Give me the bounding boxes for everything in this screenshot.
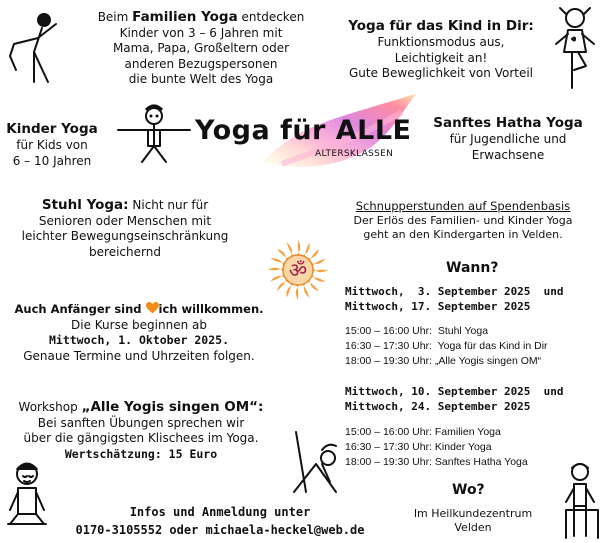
workshop-price: Wertschätzung: 15 Euro [64,446,218,461]
girl-tree-pose-icon [552,4,598,94]
stuhl-line-3: bereichernd [89,244,161,259]
block1-slot-1: 15:00 – 16:00 Uhr: Stuhl Yoga [345,325,489,337]
kind-in-dir-title: Yoga für das Kind in Dir: [348,18,534,34]
schnupper-line-2: geht an den Kindergarten in Velden. [363,228,563,241]
anfaenger-date: Mittwoch, 1. Oktober 2025. [48,333,229,347]
infos-line-1: Infos und Anmeldung unter [129,505,311,519]
main-title: Yoga für ALLE [195,115,412,146]
hatha-line-2: Erwachsene [471,147,545,162]
familien-yoga-title: Familien Yoga [132,9,238,25]
block2-date-2: Mittwoch, 24. September 2025 [345,400,531,413]
kinder-yoga-title: Kinder Yoga [6,121,98,137]
stuhl-yoga-title: Stuhl Yoga: [41,197,129,213]
wo-line-1: Im Heilkundezentrum [413,507,533,520]
sun-ray [296,240,300,255]
hatha-line-1: für Jugendliche und [449,132,567,146]
sun-ray [270,258,285,266]
sun-ray [287,242,295,257]
schnupper-block [332,199,594,242]
sun-ray [296,285,300,300]
block2-slot-1: 15:00 – 16:00 Uhr: Familien Yoga [345,426,501,438]
block1-date-1: Mittwoch, 3. September 2025 und [345,285,564,298]
kinder-line-2: 6 – 10 Jahren [12,153,92,168]
sun-ray [268,268,283,272]
heart-icon [146,302,159,314]
kid-meditating-icon [2,460,52,540]
stuhl-yoga-block: Stuhl Yoga: Nicht nur für Senioren oder Menschen mit leichter Bewegungseinschränkung bereichernd [0,198,250,260]
sun-ray [311,259,326,267]
wann-block2-dates [345,384,564,414]
kinder-yoga-block [0,120,104,169]
kind-line-2: Leichtigkeit an! [394,50,488,65]
familien-line-4: die bunte Welt des Yoga [128,72,274,86]
workshop-title: „Alle Yogis singen OM“: [81,399,264,415]
familien-line-2: Mama, Papa, Großeltern oder [112,41,290,55]
kind-line-1: Funktionsmodus aus, [377,35,505,49]
workshop-line-2: über die gängigsten Klischees im Yoga. [23,431,259,445]
main-subtitle: ALTERSKLASSEN [315,149,394,159]
sun-ray [270,274,285,282]
sun-ray [286,283,294,298]
sun-ray [302,283,310,298]
anfaenger-block: Auch Anfänger sind ich willkommen. Die Kurse beginnen ab Mittwoch, 1. Oktober 2025. Genaue Termine und Uhrzeiten folgen. [0,302,278,364]
workshop-line-1: Bei sanften Übungen sprechen wir [37,415,245,430]
block2-slot-3: 18:00 – 19:30 Uhr: Sanftes Hatha Yoga [345,456,528,468]
sun-ray [313,268,328,272]
block1-slot-2: 16:30 – 17:30 Uhr: Yoga für das Kind in Dir [345,340,548,352]
block2-slot-2: 16:30 – 17:30 Uhr: Kinder Yoga [345,441,492,453]
wann-block2-slots [345,425,528,470]
infos-block [40,503,400,539]
hatha-yoga-title: Sanftes Hatha Yoga [433,115,583,131]
kind-line-3: Gute Beweglichkeit von Vorteil [348,66,534,80]
familien-line-3: anderen Bezugspersonen [124,56,278,71]
stuhl-line-1: Senioren oder Menschen mit [38,213,212,228]
schnupper-title: Schnupperstunden auf Spendenbasis [355,199,571,213]
anfaenger-line-2: Die Kurse beginnen ab [71,317,207,332]
boy-arms-out-icon [114,104,194,164]
svg-text:ॐ: ॐ [288,258,308,282]
block1-slot-3: 18:00 – 19:30 Uhr: „Alle Yogis singen OM“ [345,355,542,367]
kind-in-dir-block [330,18,552,82]
girl-on-chair-icon [562,460,602,540]
sun-ray [311,274,326,282]
infos-line-2: 0170-3105552 oder michaela-heckel@web.de [75,523,365,537]
om-sun-icon [266,238,330,302]
workshop-block: Workshop „Alle Yogis singen OM“: Bei sanften Übungen sprechen wir über die gängigsten Klischees im Yoga. Wertschätzung: 15 Euro [0,400,282,462]
anfaenger-line-4: Genaue Termine und Uhrzeiten folgen. [23,348,255,363]
kinder-line-1: für Kids von [16,138,88,152]
hatha-yoga-block [410,114,603,163]
familien-line-1: Kinder von 3 – 6 Jahren mit [119,25,283,40]
sun-ray [302,242,310,257]
wo-block [398,507,548,535]
block1-date-2: Mittwoch, 17. September 2025 [345,300,531,313]
familien-yoga-block: Beim Familien Yoga entdecken Kinder von 3 – 6 Jahren mit Mama, Papa, Großeltern oder anderen Bezugspersonen die bunte Welt des Yoga [60,10,342,88]
girl-triangle-pose-icon [286,428,346,498]
wann-title: Wann? [446,260,499,276]
wann-block1-slots [345,324,548,369]
schnupper-line-1: Der Erlös des Familien- und Kinder Yoga [353,214,573,227]
wann-block1-dates [345,284,564,314]
wo-title: Wo? [452,482,485,498]
wo-line-2: Velden [454,521,492,534]
block2-date-1: Mittwoch, 10. September 2025 und [345,385,564,398]
yoga-figure-icon [4,10,64,92]
stuhl-line-2: leichter Bewegungseinschränkung [21,229,229,243]
